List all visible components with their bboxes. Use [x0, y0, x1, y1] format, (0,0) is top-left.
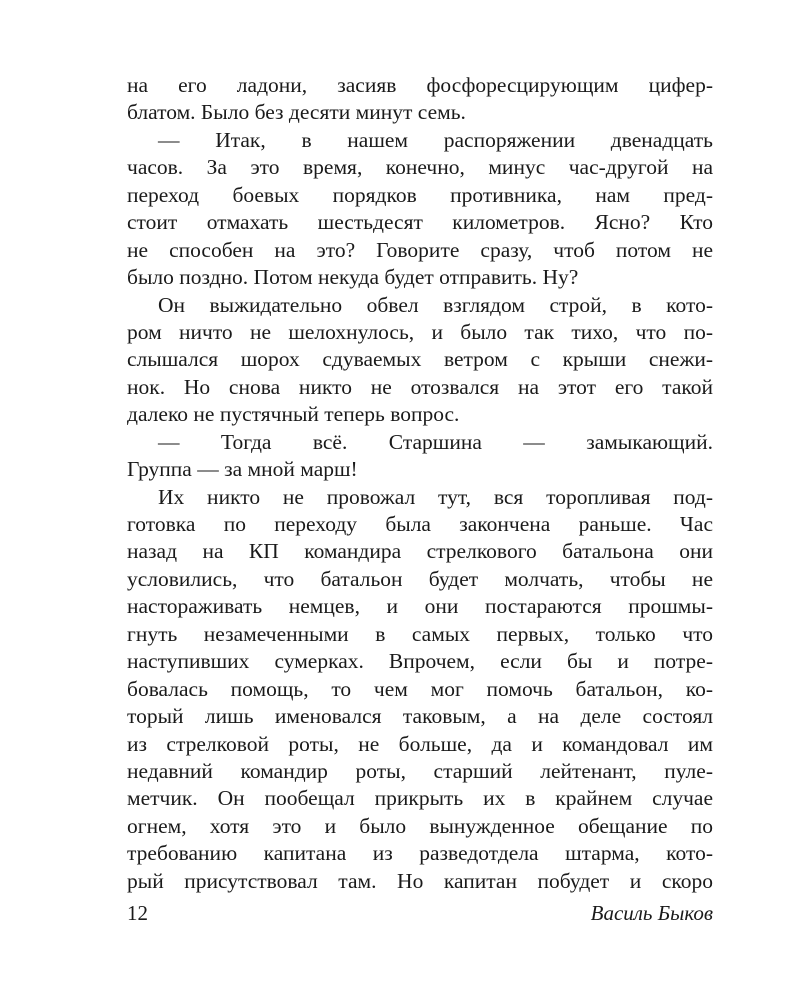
page-body-text	[127, 72, 713, 895]
text-line: условились, что батальон будет молчать, чтобы не	[127, 566, 713, 591]
text-line: слышался шорох сдуваемых ветром с крыши снежи-	[127, 347, 713, 372]
text-line: Их никто не провожал тут, вся торопливая под-	[158, 484, 713, 509]
text-line: наступивших сумерках. Впрочем, если бы и потре-	[127, 649, 713, 674]
text-line: метчик. Он пообещал прикрыть их в крайнем случае	[127, 786, 713, 811]
text-line: далеко не пустячный теперь вопрос.	[127, 402, 460, 427]
running-footer-author: Василь Быков	[590, 901, 713, 925]
text-line: часов. За это время, конечно, минус час-другой на	[127, 155, 713, 180]
text-line: из стрелковой роты, не больше, да и командовал им	[127, 731, 713, 756]
text-line: нок. Но снова никто не отозвался на этот его такой	[127, 374, 713, 399]
text-line: недавний командир роты, старший лейтенант, пуле-	[127, 758, 713, 783]
page-footer	[127, 898, 713, 928]
text-line: гнуть незамеченными в самых первых, только что	[127, 621, 713, 646]
text-line: на его ладони, засияв фосфоресцирующим цифер-	[127, 73, 713, 97]
text-line: бовалась помощь, то чем мог помочь батальон, ко-	[127, 676, 713, 701]
text-line: рый присутствовал там. Но капитан побудет и скоро	[127, 868, 713, 893]
text-line: ром ничто не шелохнулось, и было так тихо, что по-	[127, 319, 713, 344]
text-line: настораживать немцев, и они постараются прошмы-	[127, 594, 713, 619]
text-line: — Тогда всё. Старшина — замыкающий.	[158, 429, 713, 454]
text-line: блатом. Было без десяти минут семь.	[127, 100, 466, 125]
text-line: требованию капитана из разведотдела штарма, кото-	[127, 841, 713, 866]
text-line: назад на КП командира стрелкового батальона они	[127, 539, 713, 564]
text-line: не способен на это? Говорите сразу, чтоб потом не	[127, 237, 713, 262]
text-line: Он выжидательно обвел взглядом строй, в кото-	[158, 292, 713, 317]
text-line: стоит отмахать шестьдесят километров. Ясно? Кто	[127, 210, 713, 235]
text-line: переход боевых порядков противника, нам пред-	[127, 182, 713, 207]
page-number: 12	[127, 901, 148, 925]
text-line: торый лишь именовался таковым, а на деле состоял	[127, 704, 713, 729]
text-line: огнем, хотя это и было вынужденное обещание по	[127, 813, 713, 838]
text-line: Группа — за мной марш!	[127, 457, 358, 482]
text-line: — Итак, в нашем распоряжении двенадцать	[158, 127, 713, 152]
text-line: было поздно. Потом некуда будет отправить. Ну?	[127, 265, 579, 290]
text-line: готовка по переходу была закончена раньше. Час	[127, 512, 713, 536]
